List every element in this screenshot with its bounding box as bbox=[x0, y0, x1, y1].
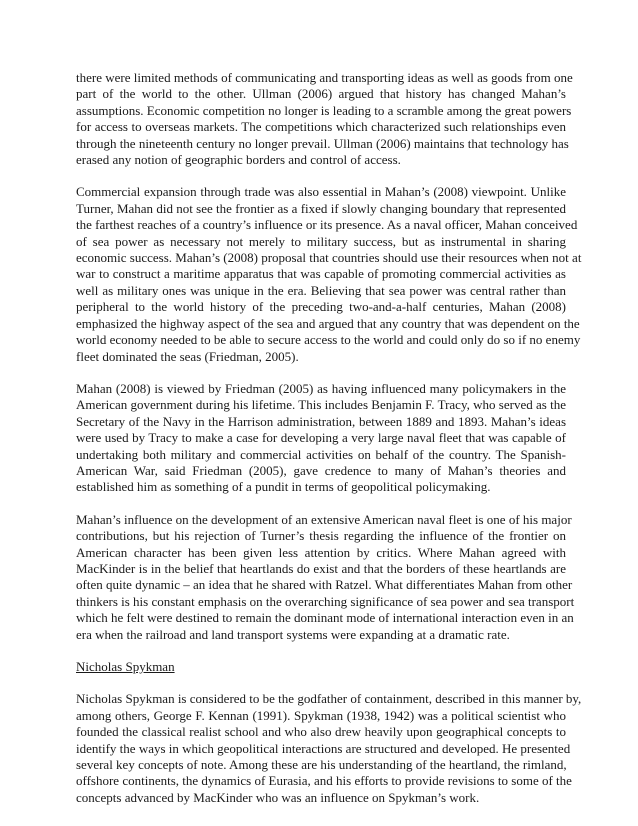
text-line: MacKinder is in the belief that heartlands do exist and that the borders of these heartlands are bbox=[76, 560, 566, 576]
text-line: contributions, but his rejection of Turner’s thesis regarding the influence of the frontier on bbox=[76, 528, 566, 544]
text-line: economic success. Mahan’s (2008) proposal that countries should use their resources when not at bbox=[76, 250, 582, 266]
text-line: among others, George F. Kennan (1991). Spykman (1938, 1942) was a political scientist who bbox=[76, 707, 566, 723]
text-line: world economy needed to be able to secure access to the world and could only do so if no enemy bbox=[76, 332, 581, 348]
text-line: undertaking both military and commercial activities on behalf of the country. The Spanish- bbox=[76, 446, 566, 462]
text-line: Commercial expansion through trade was also essential in Mahan’s (2008) viewpoint. Unlike bbox=[76, 184, 566, 200]
text-line: American character has been given less attention by critics. Where Mahan agreed with bbox=[76, 544, 566, 560]
text-line: Nicholas Spykman is considered to be the godfather of containment, described in this manner by, bbox=[76, 691, 582, 707]
text-line: assumptions. Economic competition no longer is leading to a scramble among the great powers bbox=[76, 102, 572, 118]
text-line: American War, said Friedman (2005), gave credence to many of Mahan’s theories and bbox=[76, 462, 566, 478]
text-line: founded the classical realist school and who also drew heavily upon geographical concepts to bbox=[76, 724, 566, 740]
text-line: era when the railroad and land transport systems were expanding at a dramatic rate. bbox=[76, 626, 510, 642]
text-line: often quite dynamic – an idea that he shared with Ratzel. What differentiates Mahan from other bbox=[76, 577, 573, 593]
text-line: the farthest reaches of a country’s influence or its presence. As a naval officer, Mahan conceived bbox=[76, 217, 578, 233]
document-page bbox=[76, 70, 582, 822]
text-line: thinkers is his constant emphasis on the overarching significance of sea power and sea transport bbox=[76, 593, 575, 609]
text-line: fleet dominated the seas (Friedman, 2005). bbox=[76, 348, 299, 364]
text-line: emphasized the highway aspect of the sea and argued that any country that was dependent on the bbox=[76, 315, 580, 331]
text-line: through the nineteenth century no longer prevail. Ullman (2006) maintains that technology has bbox=[76, 135, 569, 151]
section-heading: Nicholas Spykman bbox=[76, 659, 175, 674]
text-line: erased any notion of geographic borders and control of access. bbox=[76, 152, 401, 168]
paragraph-spykman bbox=[76, 691, 582, 806]
paragraph-commercial-expansion bbox=[76, 184, 582, 364]
text-line: part of the world to the other. Ullman (2006) argued that history has changed Mahan’s bbox=[76, 86, 566, 102]
text-line: for access to overseas markets. The competitions which characterized such relationships even bbox=[76, 119, 566, 135]
text-line: concepts advanced by MacKinder who was an influence on Spykman’s work. bbox=[76, 789, 480, 805]
text-line: peripheral to the world history of the preceding two-and-a-half centuries, Mahan (2008) bbox=[76, 299, 566, 315]
text-line: several key concepts of note. Among these are his understanding of the heartland, the rimland, bbox=[76, 757, 567, 773]
text-line: offshore continents, the dynamics of Eurasia, and his efforts to provide revisions to some of the bbox=[76, 773, 572, 789]
text-line: established him as something of a pundit in terms of geopolitical policymaking. bbox=[76, 479, 491, 495]
text-line: identify the ways in which geopolitical interactions are structured and developed. He presented bbox=[76, 740, 571, 756]
text-line: Mahan’s influence on the development of an extensive American naval fleet is one of his major bbox=[76, 511, 572, 527]
text-line: Mahan (2008) is viewed by Friedman (2005) as having influenced many policymakers in the bbox=[76, 380, 566, 396]
text-line: Turner, Mahan did not see the frontier as a fixed if slowly changing boundary that represented bbox=[76, 200, 566, 216]
text-line: of sea power as necessary not merely to military success, but as instrumental in sharing bbox=[76, 233, 566, 249]
text-line: Secretary of the Navy in the Harrison administration, between 1889 and 1893. Mahan’s ideas bbox=[76, 413, 566, 429]
text-line: well as military ones was unique in the era. Believing that sea power was central rather than bbox=[76, 282, 566, 298]
text-line: war to construct a maritime apparatus that was capable of promoting commercial activities as bbox=[76, 266, 566, 282]
text-line: there were limited methods of communicating and transporting ideas as well as goods from one bbox=[76, 70, 573, 85]
text-line: which he felt were destined to remain the dominant mode of international interaction even in an bbox=[76, 610, 574, 626]
paragraph-policymakers bbox=[76, 381, 566, 496]
text-line: were used by Tracy to make a case for developing a very large naval fleet that was capable of bbox=[76, 430, 566, 446]
paragraph-technology bbox=[76, 70, 573, 168]
paragraph-naval-fleet bbox=[76, 511, 575, 643]
text-line: American government during his lifetime. This includes Benjamin F. Tracy, who served as the bbox=[76, 397, 566, 413]
